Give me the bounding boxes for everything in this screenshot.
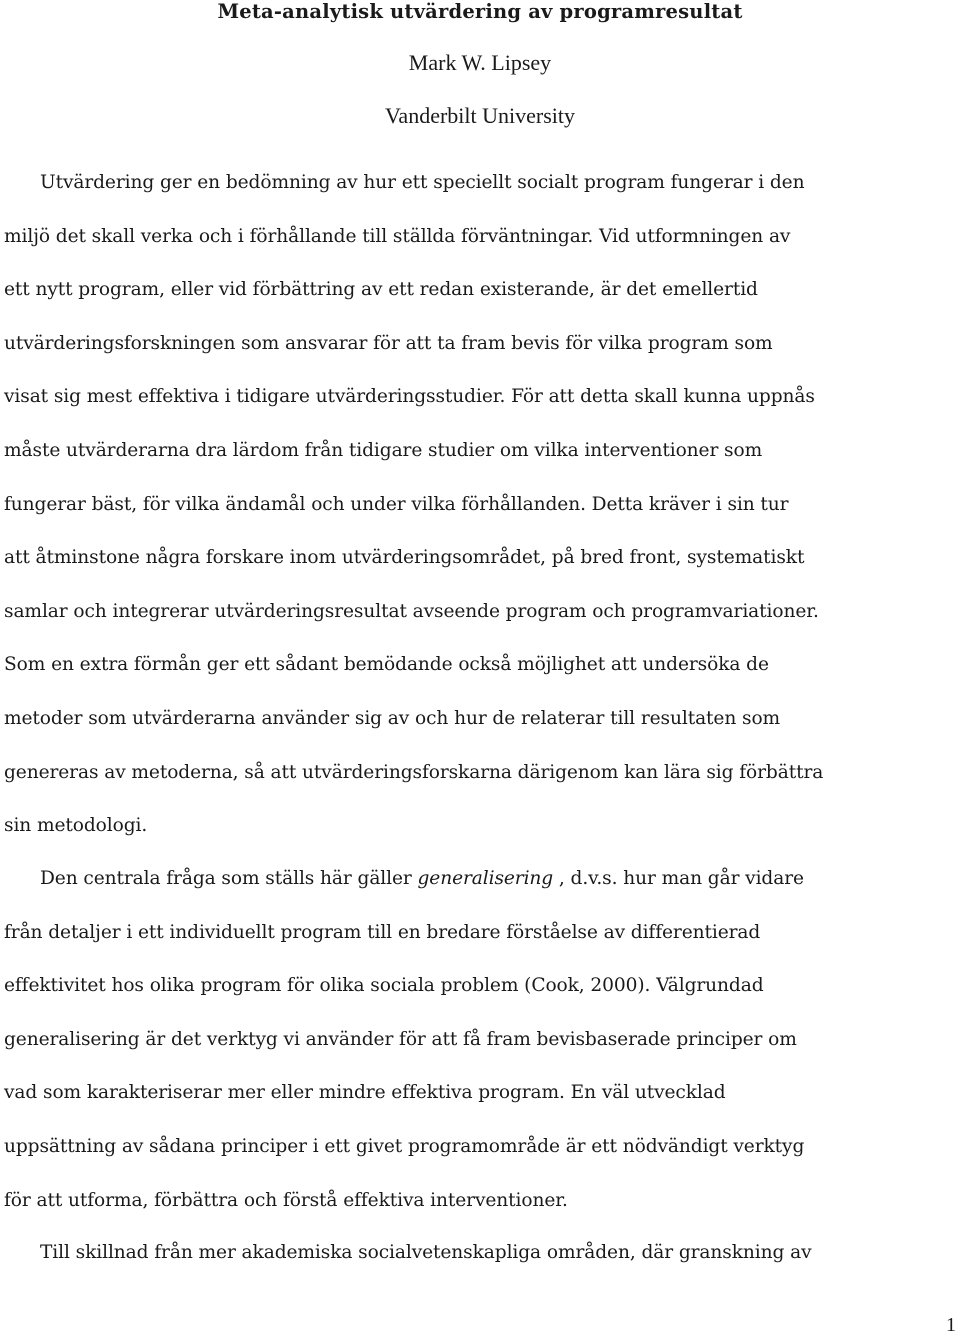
paragraph-text-segment: Den centrala fråga som ställs här gäller: [40, 868, 418, 889]
paragraph-line: måste utvärderarna dra lärdom från tidigare studier om vilka interventioner som: [4, 439, 763, 461]
author-affiliation: Vanderbilt University: [384, 103, 576, 128]
paragraph-line: metoder som utvärderarna använder sig av och hur de relaterar till resultaten som: [4, 707, 781, 729]
paragraph-line: Utvärdering ger en bedömning av hur ett speciellt socialt program fungerar i den: [40, 172, 805, 193]
paragraph-first-line: [4, 852, 958, 906]
paragraph-line: ett nytt program, eller vid förbättring av ett redan existerande, är det emellertid: [4, 279, 758, 301]
paragraph-1: [4, 156, 958, 853]
paragraph-line: för att utforma, förbättra och förstå effektiva interventioner.: [4, 1189, 568, 1211]
document-title: Meta-analytisk utvärdering av programresultat: [217, 0, 743, 23]
emphasized-term: generalisering: [417, 868, 554, 889]
paragraph-line: genereras av metoderna, så att utvärderingsforskarna därigenom kan lära sig förbättra: [4, 761, 824, 783]
paragraph-2: [4, 852, 958, 1227]
paragraph-line: att åtminstone några forskare inom utvärderingsområdet, på bred front, systematiskt: [4, 547, 805, 569]
paragraph-line: Till skillnad från mer akademiska socialvetenskapliga områden, där granskning av: [40, 1242, 812, 1263]
paragraph-line: visat sig mest effektiva i tidigare utvärderingsstudier. För att detta skall kunna uppnås: [4, 386, 815, 408]
paragraph-line: sin metodologi.: [4, 815, 148, 837]
paragraph-line: från detaljer i ett individuellt program till en bredare förståelse av differentierad: [4, 921, 761, 943]
paragraph-line: effektivitet hos olika program för olika sociala problem (Cook, 2000). Välgrundad: [4, 975, 764, 997]
page-number: 1: [946, 1314, 956, 1336]
paragraph-line: Som en extra förmån ger ett sådant bemödande också möjlighet att undersöka de: [4, 654, 769, 676]
paragraph-line: utvärderingsforskningen som ansvarar för att ta fram bevis för vilka program som: [4, 332, 773, 354]
paragraph-line: vad som karakteriserar mer eller mindre effektiva program. En väl utvecklad: [4, 1082, 726, 1104]
paragraph-text-segment: , d.v.s. hur man går vidare: [553, 868, 804, 889]
paragraph-line: miljö det skall verka och i förhållande till ställda förväntningar. Vid utformningen av: [4, 225, 791, 247]
paragraph-3: [4, 1226, 958, 1280]
paragraph-line: generalisering är det verktyg vi använder för att få fram bevisbaserade principer om: [4, 1028, 797, 1050]
paragraph-line: uppsättning av sådana principer i ett givet programområde är ett nödvändigt verktyg: [4, 1135, 805, 1157]
author-name: Mark W. Lipsey: [408, 50, 552, 75]
paragraph-line: fungerar bäst, för vilka ändamål och under vilka förhållanden. Detta kräver i sin tur: [4, 493, 789, 515]
paragraph-line: samlar och integrerar utvärderingsresultat avseende program och programvariationer.: [4, 600, 819, 622]
